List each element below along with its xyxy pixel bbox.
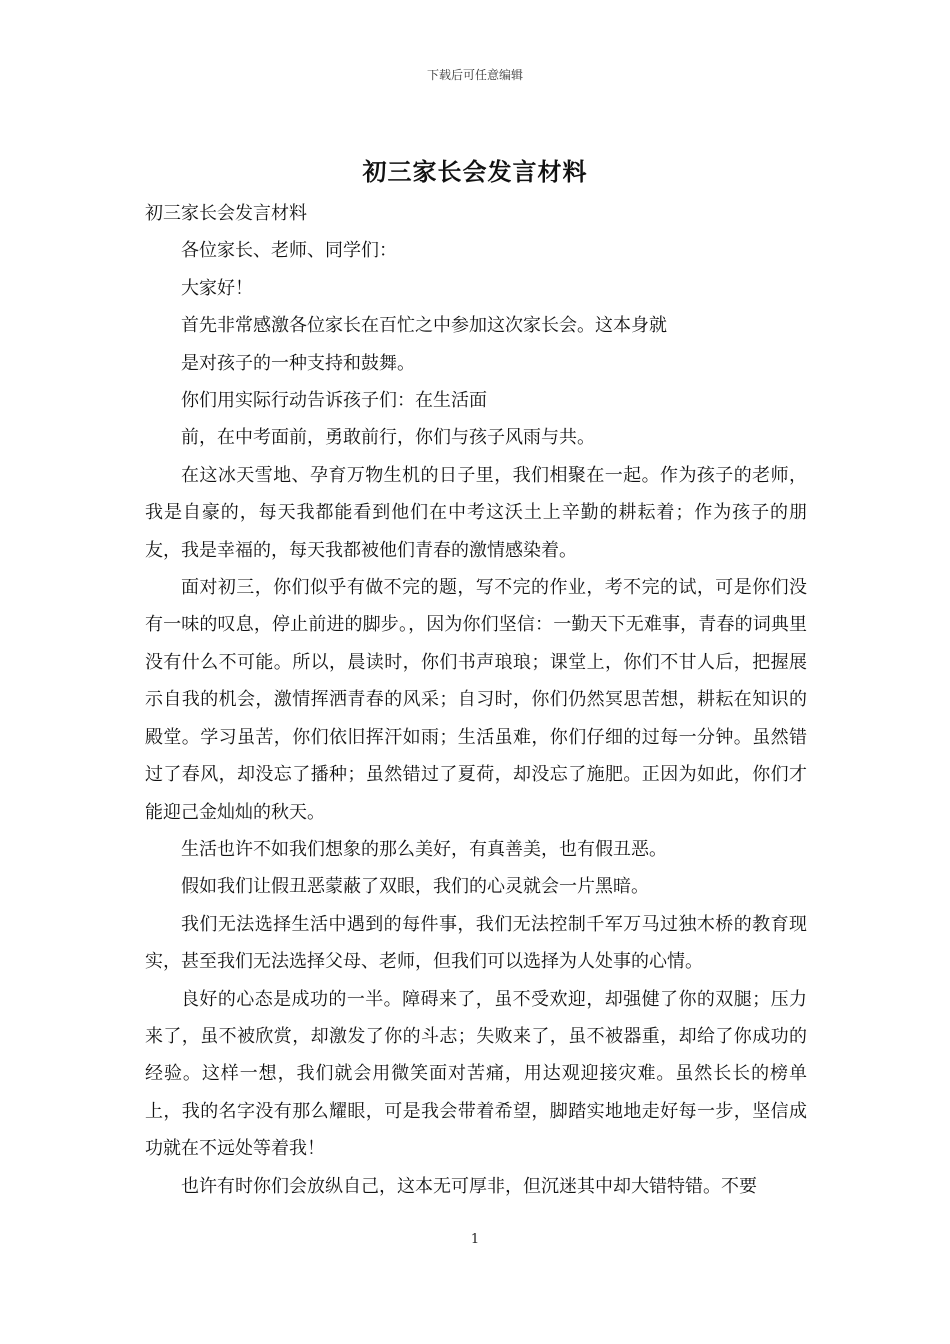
paragraph-life-not-perfect: 生活也许不如我们想象的那么美好，有真善美，也有假丑恶。 bbox=[181, 838, 667, 860]
paragraph-greeting-audience: 各位家长、老师、同学们： bbox=[181, 240, 397, 262]
paragraph-grade-nine: 面对初三，你们似乎有做不完的题，写不完的作业，考不完的试，可是你们没有一味的叹息，停止前进的脚步。，因为你们坚信：一勤天下无难事，青春的词典里没有什么不可能。所以，晨读时，你们书声琅琅；课堂上，你们不甘人后，把握展示自我的机会，激情挥洒青春的风采；自习时，你们仍然冥思苦想，耕耘在知识的殿堂。学习虽苦，你们依旧挥汗如雨；生活虽难，你们仔细的过每一分钟。虽然错过了春风，却没忘了播种；虽然错过了夏荷，却没忘了施肥。正因为如此，你们才能迎己金灿灿的秋天。 bbox=[145, 577, 807, 823]
paragraph-subtitle: 初三家长会发言材料 bbox=[145, 203, 307, 224]
paragraph-greeting-hello: 大家好！ bbox=[181, 277, 253, 299]
page-number: 1 bbox=[470, 1232, 480, 1247]
paragraph-action: 你们用实际行动告诉孩子们：在生活面 bbox=[181, 390, 487, 412]
paragraph-choose-mood: 我们无法选择生活中遇到的每件事，我们无法控制千军万马过独木桥的教育现实，甚至我们无法选择父母、老师，但我们可以选择为人处事的心情。 bbox=[145, 913, 807, 973]
paragraph-thanks: 首先非常感激各位家长在百忙之中参加这次家长会。这本身就 bbox=[181, 315, 667, 337]
document-body bbox=[145, 195, 807, 1205]
paragraph-darkness: 假如我们让假丑恶蒙蔽了双眼，我们的心灵就会一片黑暗。 bbox=[181, 876, 649, 898]
paragraph-gathering: 在这冰天雪地、孕育万物生机的日子里，我们相聚在一起。作为孩子的老师，我是自豪的，每天我都能看到他们在中考这沃土上辛勤的耕耘着；作为孩子的朋友，我是幸福的，每天我都被他们青春的激情感染着。 bbox=[145, 464, 807, 561]
document-title: 初三家长会发言材料 bbox=[362, 157, 588, 186]
page-header: 下载后可任意编辑 bbox=[426, 68, 523, 82]
paragraph-together: 前，在中考面前，勇敢前行，你们与孩子风雨与共。 bbox=[181, 427, 595, 449]
paragraph-indulgence: 也许有时你们会放纵自己，这本无可厚非，但沉迷其中却大错特错。不要 bbox=[181, 1175, 757, 1197]
paragraph-support: 是对孩子的一种支持和鼓舞。 bbox=[181, 352, 415, 374]
paragraph-good-attitude: 良好的心态是成功的一半。障碍来了，虽不受欢迎，却强健了你的双腿；压力来了，虽不被欣赏，却激发了你的斗志；失败来了，虽不被器重，却给了你成功的经验。这样一想，我们就会用微笑面对苦痛，用达观迎接灾难。虽然长长的榜单上，我的名字没有那么耀眼，可是我会带着希望，脚踏实地地走好每一步，坚信成功就在不远处等着我！ bbox=[145, 988, 807, 1160]
